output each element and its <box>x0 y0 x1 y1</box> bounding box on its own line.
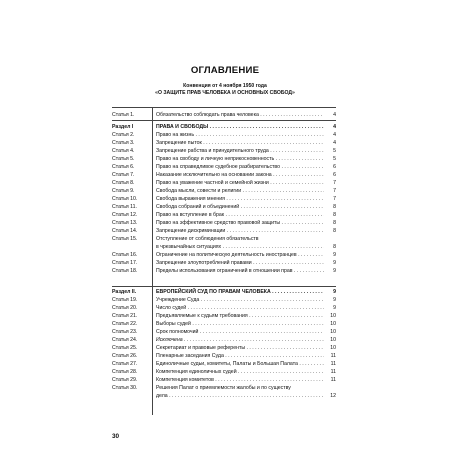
toc-page-number: 9 <box>333 289 336 295</box>
toc-label: Статья 5. <box>112 156 135 162</box>
toc-entry-title: Право на жизнь . . . <box>156 131 324 139</box>
toc-entry-title: Отступление от соблюдения обязательств <box>156 236 259 242</box>
toc-entry-title: Запрещение злоупотреблений правами . . . <box>156 259 324 267</box>
toc-entry-title: Свобода выражения мнения . . . <box>156 195 324 203</box>
toc-row <box>112 368 336 376</box>
toc-row <box>112 171 336 179</box>
toc-label: Статья 16. <box>112 252 138 258</box>
toc-entry-title: ПРАВА И СВОБОДЫ . . . <box>156 123 324 131</box>
page-title: ОГЛАВЛЕНИЕ <box>190 65 260 76</box>
toc-page-number: 10 <box>330 321 336 327</box>
toc-page-number: 8 <box>333 220 336 226</box>
toc-entry-title: Право на справедливое судебное разбирательство . . . <box>156 163 324 171</box>
toc-entry-title: Исключена . . . <box>156 336 324 344</box>
toc-row <box>112 267 336 275</box>
toc-label: Статья 12. <box>112 212 138 218</box>
toc-page-number: 4 <box>333 132 336 138</box>
toc-entry-title: Запрещение пыток . . . <box>156 139 324 147</box>
toc-section-row <box>112 123 336 131</box>
toc-page-number: 5 <box>333 148 336 154</box>
toc-page-number: 6 <box>333 172 336 178</box>
toc-label: Статья 14. <box>112 228 138 234</box>
toc-entry-title: Пределы использования ограничений в отношении прав . . . <box>156 267 324 275</box>
toc-label: Раздел II. <box>112 289 137 295</box>
toc-row <box>112 259 336 267</box>
toc-entry-title: Число судей . . . <box>156 304 324 312</box>
toc-entry-title: Право на эффективное средство правовой защиты . . . <box>156 219 324 227</box>
toc-entry-title: Предъявляемые к судьям требования . . . <box>156 312 324 320</box>
toc-label: Статья 18. <box>112 268 138 274</box>
toc-page-number: 11 <box>330 377 336 383</box>
toc-row <box>112 392 336 400</box>
toc-label: Статья 15. <box>112 236 138 242</box>
toc-page-number: 6 <box>333 164 336 170</box>
toc-page-number: 8 <box>333 204 336 210</box>
toc-row <box>112 131 336 139</box>
toc-label: Статья 1. <box>112 112 135 118</box>
toc-entry-title: Единоличные судьи, комитеты, Палаты и Большая Палата . . . <box>156 360 324 368</box>
toc-page-number: 7 <box>333 196 336 202</box>
toc-page-number: 9 <box>333 297 336 303</box>
toc-label: Статья 23. <box>112 329 138 335</box>
toc-row <box>112 163 336 171</box>
toc-label: Статья 29. <box>112 377 138 383</box>
toc-page-number: 7 <box>333 188 336 194</box>
toc-page-number: 11 <box>330 361 336 367</box>
toc-label: Статья 22. <box>112 321 138 327</box>
toc-row <box>112 155 336 163</box>
toc-entry-title: Запрещение рабства и принудительного труда . . . <box>156 147 324 155</box>
toc-entry-title: Секретариат и правовые референты . . . <box>156 344 324 352</box>
toc-label: Статья 9. <box>112 188 135 194</box>
toc-page-number: 11 <box>330 353 336 359</box>
toc-row <box>112 296 336 304</box>
toc-entry-title: Право на свободу и личную неприкосновенность . . . <box>156 155 324 163</box>
toc-page-number: 10 <box>330 313 336 319</box>
toc-label: Статья 24. <box>112 337 138 343</box>
toc-label: Статья 26. <box>112 353 138 359</box>
toc-page-number: 7 <box>333 180 336 186</box>
toc-label: Статья 13. <box>112 220 138 226</box>
toc-page-number: 11 <box>330 369 336 375</box>
toc-label: Статья 19. <box>112 297 138 303</box>
toc-page-number: 9 <box>333 260 336 266</box>
toc-entry-title: Право на вступление в брак . . . <box>156 211 324 219</box>
section-rule <box>112 120 336 121</box>
toc-section-row <box>112 288 336 296</box>
toc-entry-title: Компетенция единоличных судей . . . <box>156 368 324 376</box>
toc-label: Статья 25. <box>112 345 138 351</box>
toc-row <box>112 328 336 336</box>
toc-row <box>112 187 336 195</box>
toc-entry-title: Право на уважение частной и семейной жизни . . . <box>156 179 324 187</box>
toc-label: Статья 4. <box>112 148 135 154</box>
toc-row <box>112 352 336 360</box>
toc-label: Статья 30. <box>112 385 138 391</box>
toc-entry-title: дела . . . <box>156 392 324 400</box>
toc-page-number: 10 <box>330 329 336 335</box>
toc-label: Статья 8. <box>112 180 135 186</box>
toc-entry-title: Свобода мысли, совести и религии . . . <box>156 187 324 195</box>
toc-row <box>112 320 336 328</box>
toc-label: Статья 7. <box>112 172 135 178</box>
toc-page-number: 4 <box>333 124 336 130</box>
toc-row <box>112 211 336 219</box>
toc-row <box>112 179 336 187</box>
toc-page-number: 4 <box>333 112 336 118</box>
toc-entry-title: Решения Палат о приемлемости жалобы и по существу <box>156 385 291 391</box>
toc-row <box>112 147 336 155</box>
toc-entry-title: Пленарные заседания Суда . . . <box>156 352 324 360</box>
convention-title-line1: Конвенция от 4 ноября 1950 года <box>183 83 267 89</box>
toc-entry-title: Срок полномочий . . . <box>156 328 324 336</box>
toc-entry-title: Ограничение на политическую деятельность иностранцев . . . <box>156 251 324 259</box>
toc-page-number: 9 <box>333 305 336 311</box>
toc-row <box>112 219 336 227</box>
toc-page-number: 9 <box>333 268 336 274</box>
section-rule <box>112 286 336 287</box>
toc-row <box>112 227 336 235</box>
toc-row <box>112 139 336 147</box>
table-top-rule <box>112 107 336 108</box>
convention-title-line2: «О ЗАЩИТЕ ПРАВ ЧЕЛОВЕКА И ОСНОВНЫХ СВОБОД» <box>155 90 295 96</box>
toc-label: Статья 10. <box>112 196 138 202</box>
toc-page-number: 10 <box>330 345 336 351</box>
toc-row <box>112 344 336 352</box>
toc-label: Раздел I <box>112 124 134 130</box>
toc-label: Статья 28. <box>112 369 138 375</box>
toc-entry-title: ЕВРОПЕЙСКИЙ СУД ПО ПРАВАМ ЧЕЛОВЕКА . . . <box>156 288 324 296</box>
toc-row <box>112 203 336 211</box>
toc-page-number: 5 <box>333 156 336 162</box>
toc-row <box>112 304 336 312</box>
toc-label: Статья 2. <box>112 132 135 138</box>
toc-row <box>112 243 336 251</box>
toc-label: Статья 17. <box>112 260 138 266</box>
toc-page-number: 8 <box>333 244 336 250</box>
toc-row <box>112 376 336 384</box>
toc-entry-title: Наказание исключительно на основании закона . . . <box>156 171 324 179</box>
toc-page-number: 12 <box>330 393 336 399</box>
toc-label: Статья 20. <box>112 305 138 311</box>
toc-label: Статья 6. <box>112 164 135 170</box>
page-number: 30 <box>112 433 120 440</box>
toc-row <box>112 111 336 119</box>
toc-entry-title: Свобода собраний и объединений . . . <box>156 203 324 211</box>
toc-label: Статья 27. <box>112 361 138 367</box>
toc-entry-title: в чрезвычайных ситуациях . . . <box>156 243 324 251</box>
toc-entry-title: Запрещение дискриминации . . . <box>156 227 324 235</box>
toc-row <box>112 251 336 259</box>
toc-entry-title: Учреждение Суда . . . <box>156 296 324 304</box>
toc-entry-title: Обязательство соблюдать права человека . . . <box>156 111 324 119</box>
toc-label: Статья 11. <box>112 204 137 210</box>
toc-label: Статья 3. <box>112 140 135 146</box>
toc-row <box>112 195 336 203</box>
toc-entry-title: Компетенция комитетов . . . <box>156 376 324 384</box>
toc-page-number: 4 <box>333 140 336 146</box>
toc-row <box>112 336 336 344</box>
toc-entry-title: Выборы судей . . . <box>156 320 324 328</box>
toc-row <box>112 312 336 320</box>
toc-page-number: 8 <box>333 212 336 218</box>
toc-row <box>112 384 336 392</box>
toc-page-number: 8 <box>333 228 336 234</box>
toc-row <box>112 235 336 243</box>
toc-page-number: 10 <box>330 337 336 343</box>
toc-page-number: 9 <box>333 252 336 258</box>
toc-row <box>112 360 336 368</box>
toc-label: Статья 21. <box>112 313 138 319</box>
